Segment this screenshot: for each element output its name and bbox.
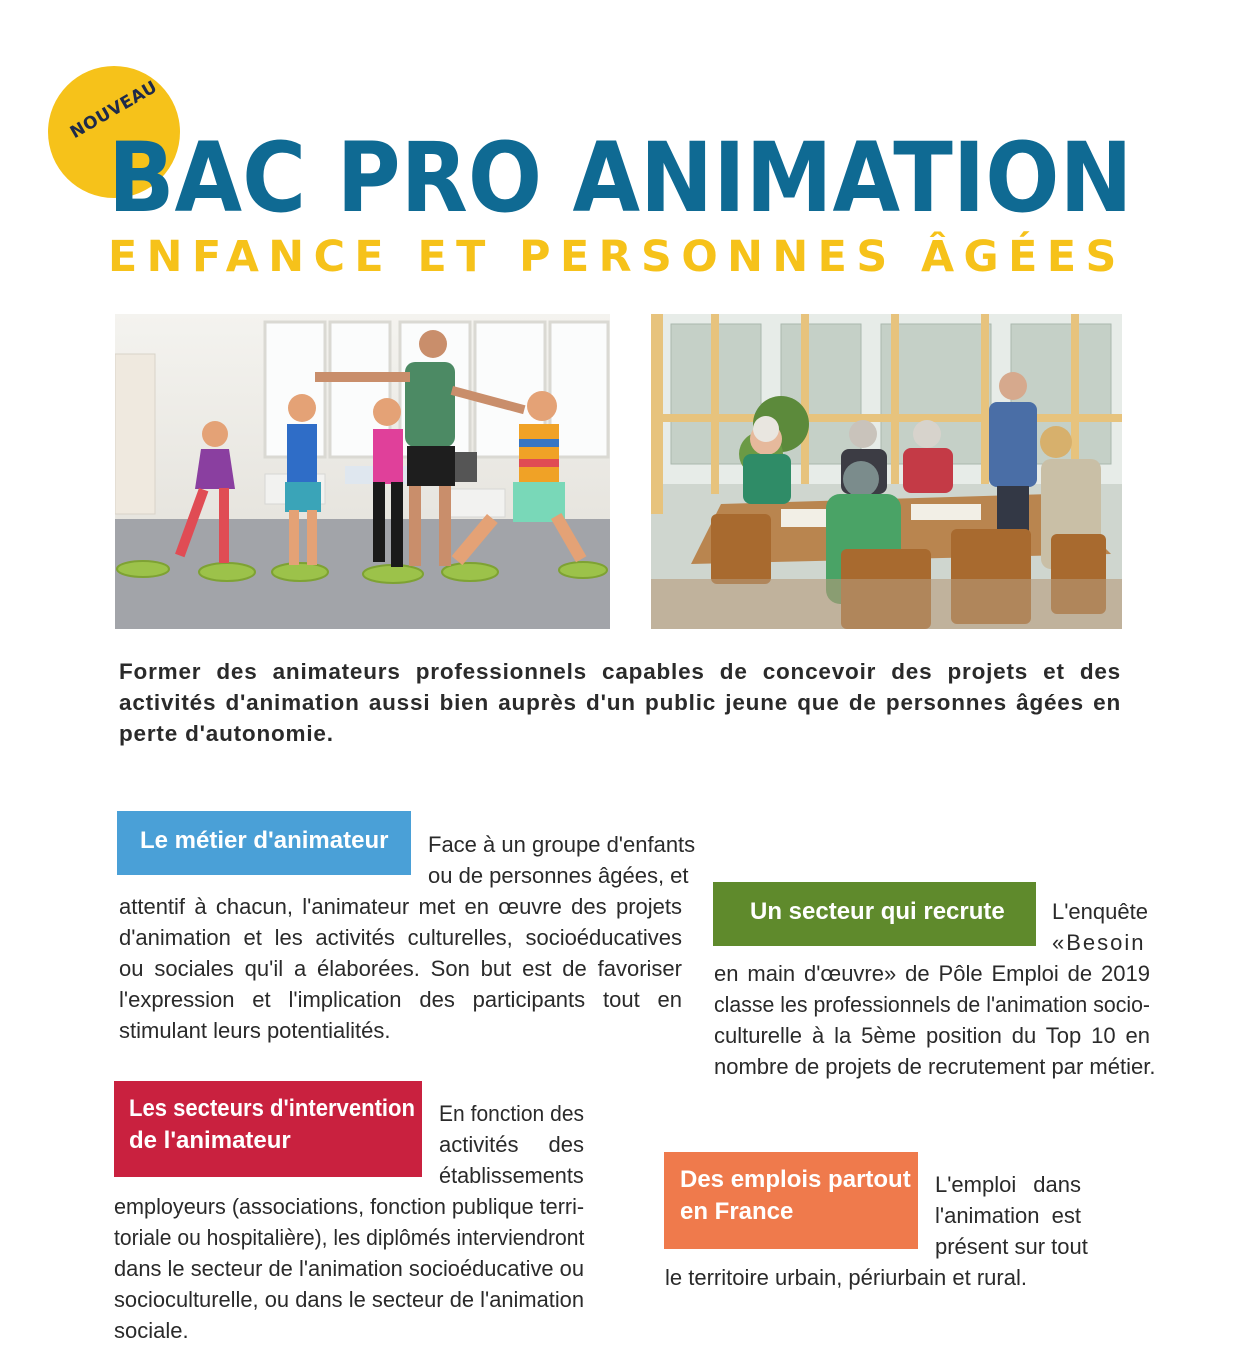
section-recrute-header (713, 882, 1036, 946)
section-recrute-title: Un secteur qui recrute (750, 898, 1005, 925)
emplois-text-line: le territoire urbain, périurbain et rural. (665, 1265, 1027, 1290)
metier-text-line: ou sociales qu'il a élaborées. Son but est de favoriser (119, 956, 682, 981)
recrute-text-line: classe les professionnels de l'animation socio- (714, 992, 1150, 1017)
intro-paragraph: Former des animateurs professionnels capables de concevoir des projets et des activités d'animation aussi bien auprès d'un public jeune que de personnes âgées en perte d'autonomie. (119, 659, 1121, 746)
section-emplois-header (664, 1152, 918, 1249)
recrute-text-line: culturelle à la 5ème position du Top 10 en (714, 1023, 1150, 1048)
section-metier-title: Le métier d'animateur (140, 827, 389, 854)
section-emplois-title-line1: Des emplois partout (680, 1166, 911, 1193)
secteurs-text-line: toriale ou hospitalière), les diplômés interviendront (114, 1225, 585, 1250)
secteurs-text-line: activités des (439, 1132, 584, 1157)
emplois-text-line: L'emploi dans (935, 1172, 1081, 1197)
metier-text-line: l'expression et l'implication des participants tout en (119, 987, 682, 1012)
secteurs-text-line: En fonction des (439, 1101, 584, 1126)
section-secteurs-header (114, 1081, 422, 1177)
secteurs-text-line: employeurs (associations, fonction publique terri- (114, 1194, 585, 1219)
metier-text-line: ou de personnes âgées, et (428, 863, 689, 888)
emplois-text-line: présent sur tout (935, 1234, 1088, 1259)
seniors-activity-photo (651, 314, 1122, 629)
secteurs-text-line: socioculturelle, ou dans le secteur de l'animation (114, 1287, 584, 1312)
section-emplois-title-line2: en France (680, 1198, 794, 1225)
recrute-text-line: «Besoin (1052, 930, 1146, 955)
metier-text-line: stimulant leurs potentialités. (119, 1018, 391, 1043)
metier-text-line: d'animation et les activités culturelles, socioéducatives (119, 925, 682, 950)
metier-text-line: Face à un groupe d'enfants (428, 832, 696, 857)
secteurs-text-line: dans le secteur de l'animation socioéducative ou (114, 1256, 584, 1281)
recrute-text-line: L'enquête (1052, 899, 1148, 924)
nouveau-label: NOUVEAU (66, 77, 162, 143)
page-title: BAC PRO ANIMATION (108, 122, 1133, 234)
page-subtitle: ENFANCE ET PERSONNES ÂGÉES (108, 232, 1126, 282)
section-metier-header (117, 811, 411, 875)
secteurs-text-line: établissements (439, 1163, 584, 1188)
children-activity-photo (115, 314, 610, 629)
recrute-text-line: nombre de projets de recrutement par métier. (714, 1054, 1156, 1079)
metier-text-line: attentif à chacun, l'animateur met en œuvre des projets (119, 894, 682, 919)
secteurs-text-line: sociale. (114, 1318, 189, 1343)
emplois-text-line: l'animation est (935, 1203, 1081, 1228)
recrute-text-line: en main d'œuvre» de Pôle Emploi de 2019 (714, 961, 1150, 986)
section-secteurs-title-line2: de l'animateur (129, 1127, 291, 1154)
section-secteurs-title-line1: Les secteurs d'intervention (129, 1095, 415, 1122)
